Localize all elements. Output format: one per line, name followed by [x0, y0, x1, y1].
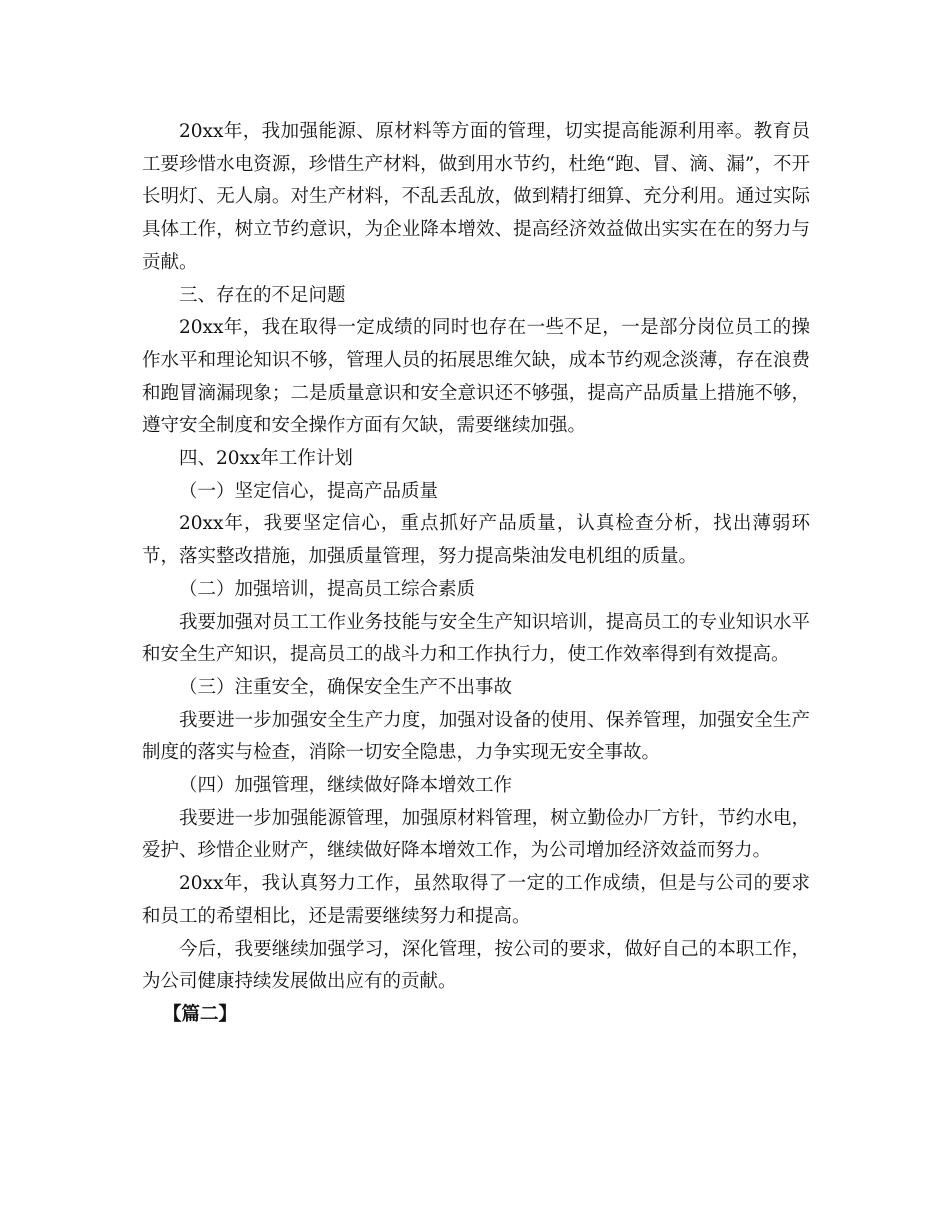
paragraph-energy-management: 20xx年，我加强能源、原材料等方面的管理，切实提高能源利用率。教育员工要珍惜水电资源，珍惜生产材料，做到用水节约，杜绝“跑、冒、滴、漏”，不开长明灯、无人扇。对生产材料，不乱丢乱放，做到精打细算、充分利用。通过实际具体工作，树立节约意识，为企业降本增效、提高经济效益做出实实在在的努力与贡献。	[142, 121, 810, 273]
paragraph-safety: 我要进一步加强安全生产力度，加强对设备的使用、保养管理，加强安全生产制度的落实与检查，消除一切安全隐患，力争实现无安全事故。	[142, 709, 810, 764]
subheading-product-quality: （一）坚定信心，提高产品质量	[179, 480, 439, 502]
subheading-safety: （三）注重安全，确保安全生产不出事故	[179, 676, 513, 698]
subheading-training: （二）加强培训，提高员工综合素质	[179, 578, 476, 600]
paragraph-cost-reduction: 我要进一步加强能源管理，加强原材料管理，树立勤俭办厂方针，节约水电，爱护、珍惜企业财产，继续做好降本增效工作，为公司增加经济效益而努力。	[142, 807, 810, 862]
document-body	[142, 116, 810, 1032]
paragraph-training: 我要加强对员工工作业务技能与安全生产知识培训，提高员工的专业知识水平和安全生产知识，提高员工的战斗力和工作执行力，使工作效率得到有效提高。	[142, 611, 810, 666]
paragraph-product-quality: 20xx年，我要坚定信心，重点抓好产品质量，认真检查分析，找出薄弱环节，落实整改措施，加强质量管理，努力提高柴油发电机组的质量。	[142, 513, 810, 568]
section-marker-part-two: 【篇二】	[163, 1003, 238, 1025]
paragraph-shortcomings: 20xx年，我在取得一定成绩的同时也存在一些不足，一是部分岗位员工的操作水平和理论知识不够，管理人员的拓展思维欠缺，成本节约观念淡薄，存在浪费和跑冒滴漏现象；二是质量意识和安全意识还不够强，提高产品质量上措施不够，遵守安全制度和安全操作方面有欠缺，需要继续加强。	[142, 317, 810, 437]
paragraph-future: 今后，我要继续加强学习，深化管理，按公司的要求，做好自己的本职工作，为公司健康持续发展做出应有的贡献。	[142, 938, 810, 993]
subheading-cost-reduction: （四）加强管理，继续做好降本增效工作	[179, 775, 513, 797]
paragraph-summary: 20xx年，我认真努力工作，虽然取得了一定的工作成绩，但是与公司的要求和员工的希望相比，还是需要继续努力和提高。	[142, 873, 810, 927]
heading-shortcomings: 三、存在的不足问题	[179, 284, 346, 306]
heading-work-plan: 四、20xx年工作计划	[179, 448, 353, 470]
